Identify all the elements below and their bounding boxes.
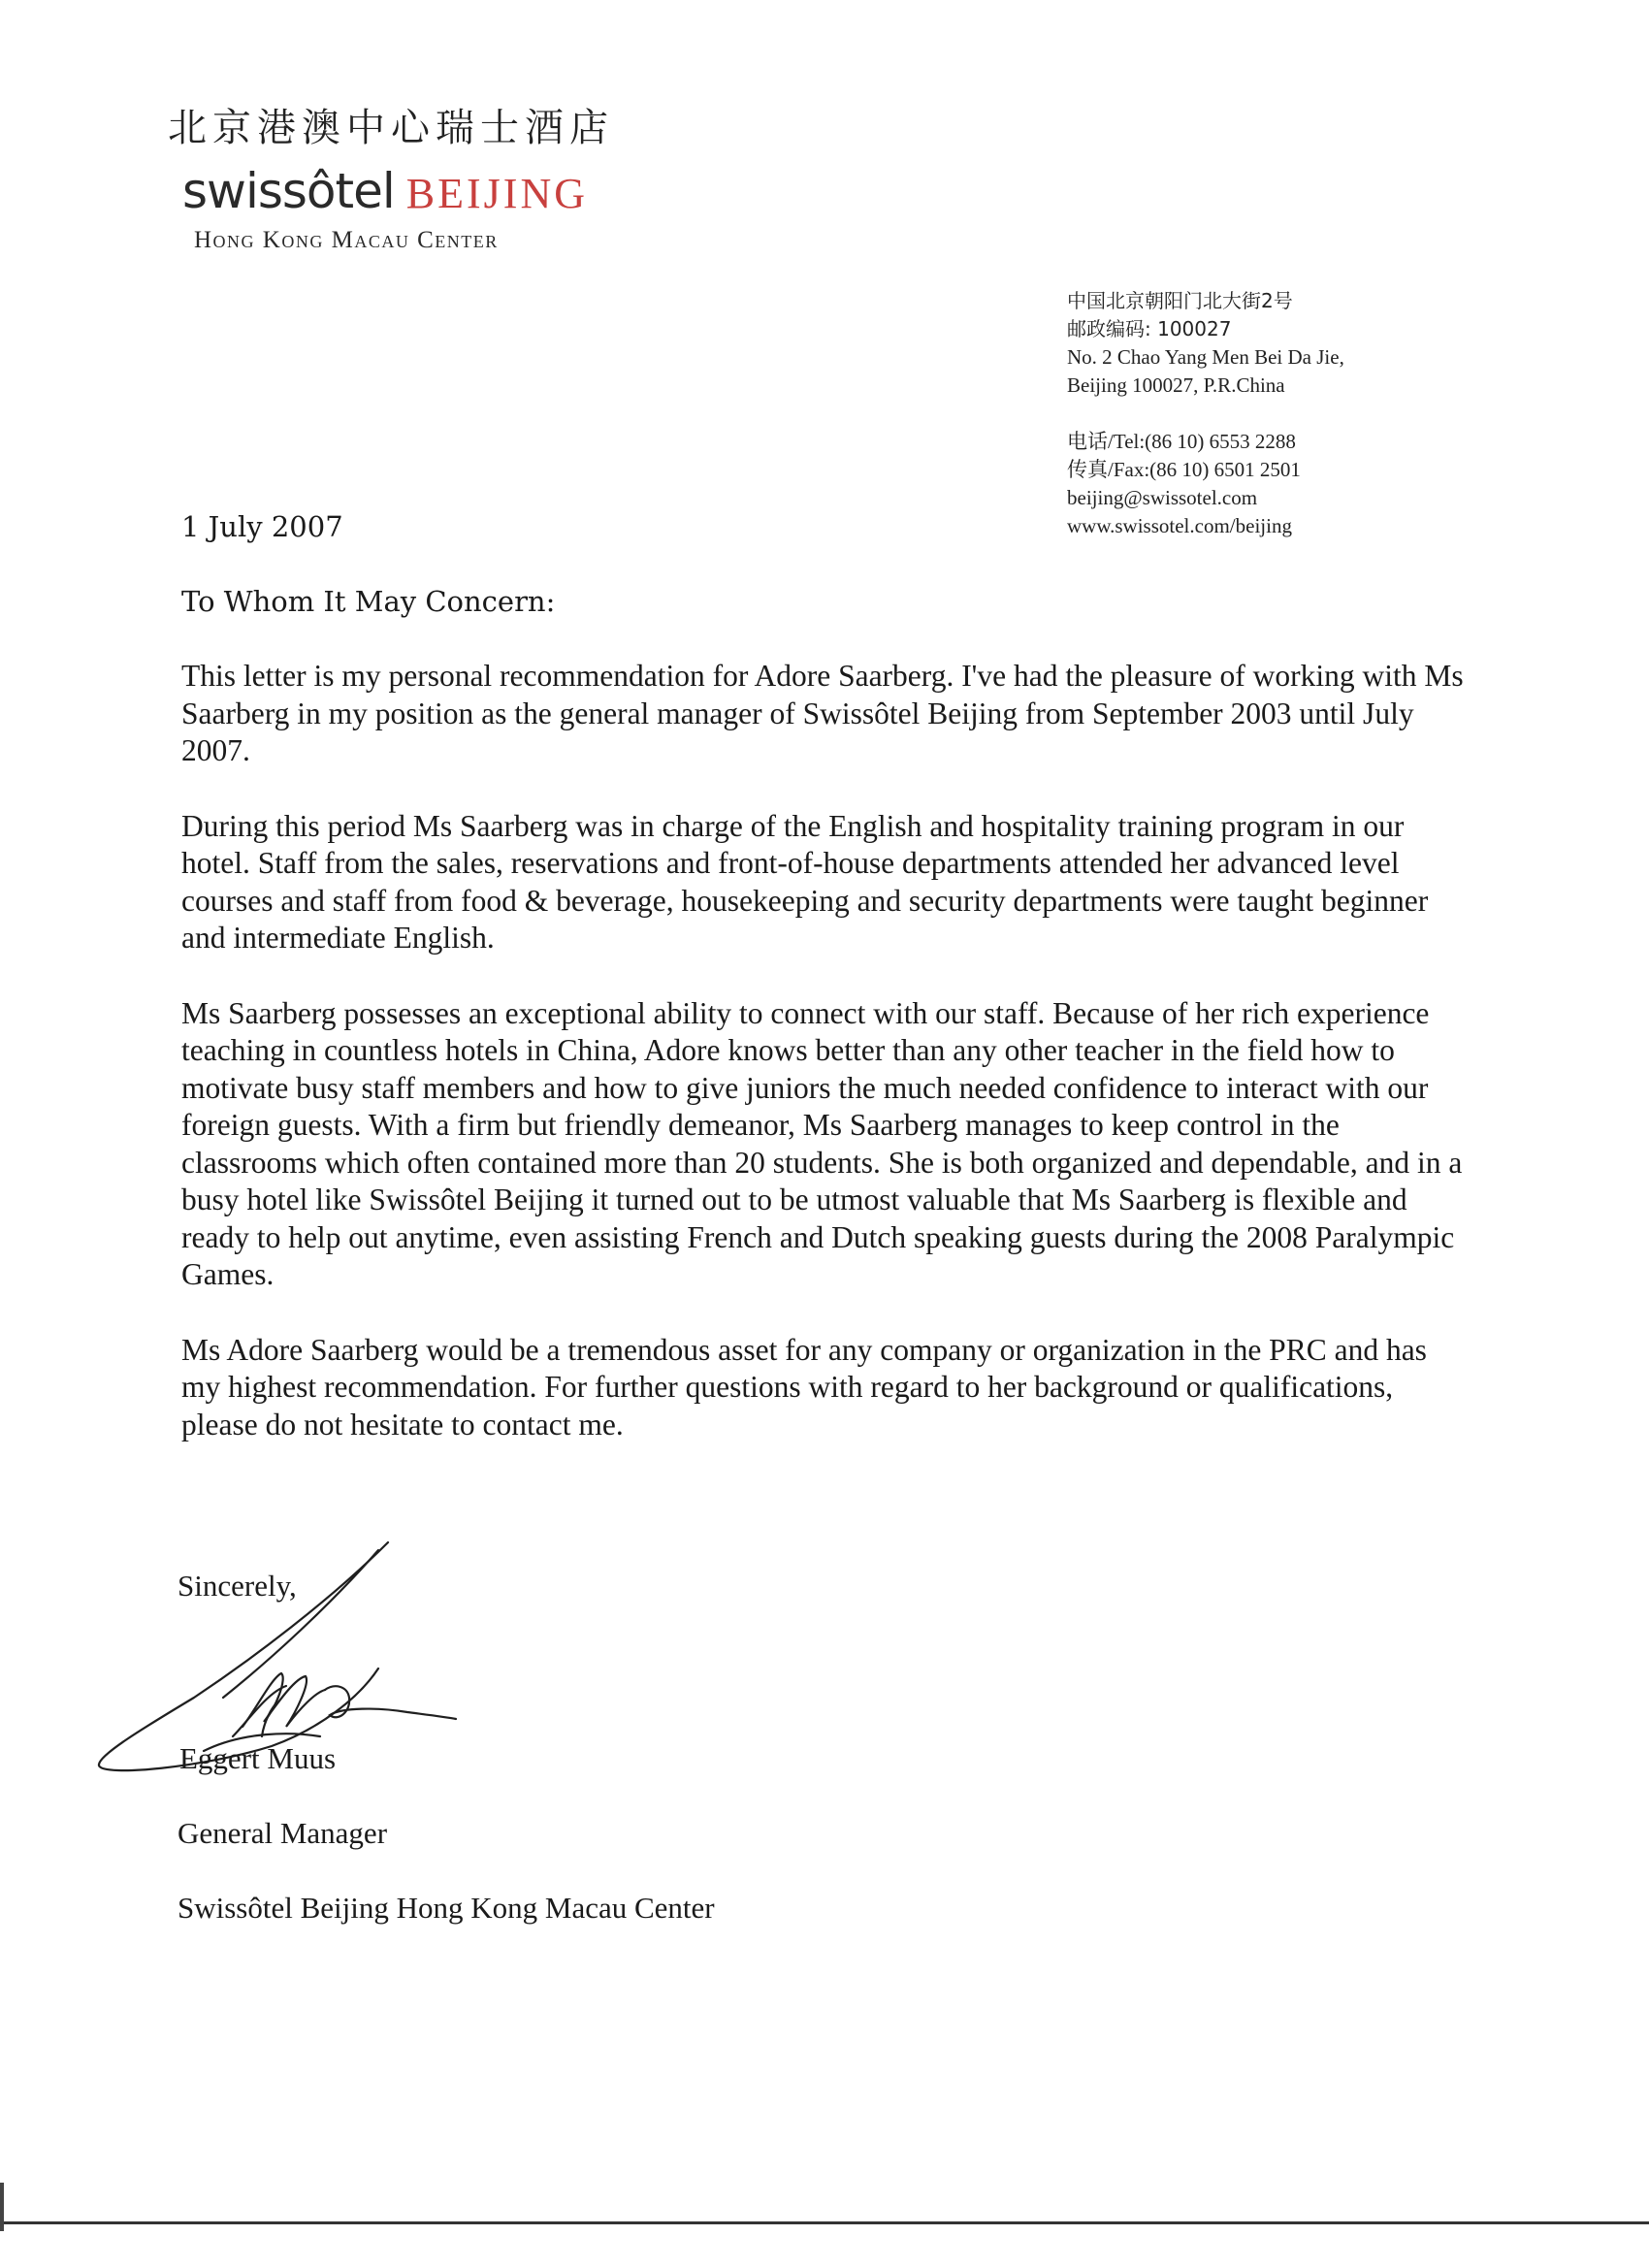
scan-edge-line [0,2221,1649,2224]
salutation: To Whom It May Concern: [181,585,556,618]
website-url: www.swissotel.com/beijing [1067,514,1292,537]
hotel-subtitle: Hong Kong Macau Center [194,227,499,253]
scan-corner-mark [0,2183,4,2231]
fax-number: 传真/Fax:(86 10) 6501 2501 [1067,458,1301,481]
paragraph-4: Ms Adore Saarberg would be a tremendous asset for any company or organization in the PRC and has my highest recommendation. For further questions with regard to her background or qualifications, please do not hesitate to contact me. [181,1332,1427,1442]
address-line-1: No. 2 Chao Yang Men Bei Da Jie, [1067,345,1344,369]
paragraph-1: This letter is my personal recommendation for Adore Saarberg. I've had the pleasure of working with Ms Saarberg in my position as the general manager of Swissôtel Beijing from September 2003 until July 2007. [181,659,1464,767]
address-cn-line-2: 邮政编码: 100027 [1067,317,1232,340]
signer-organization: Swissôtel Beijing Hong Kong Macau Center [178,1891,715,1925]
brand-wordmark: swissôtel [182,163,395,219]
hotel-logo [182,163,588,219]
hotel-chinese-name: 北京港澳中心瑞士酒店 [168,106,614,150]
letter-body [181,658,1471,1481]
signer-name: Eggert Muus [179,1741,337,1775]
letter-date: 1 July 2007 [181,510,343,543]
brand-city: BEIJING [405,170,588,217]
paragraph-2: During this period Ms Saarberg was in charge of the English and hospitality training program in our hotel. Staff from the sales, reservations and front-of-house departments attended her advanced level courses and staff from food & beverage, housekeeping and security departments were taught beginner and intermediate English. [181,808,1429,955]
closing: Sincerely, [178,1569,297,1603]
address-line-2: Beijing 100027, P.R.China [1067,373,1285,397]
signer-title: General Manager [178,1816,388,1850]
paragraph-3: Ms Saarberg possesses an exceptional ability to connect with our staff. Because of her rich experience teaching in countless hotels in China, Adore knows better than any other teacher in the field how to motivate busy staff members and how to give juniors the much needed confidence to interact with our foreign guests. With a firm but friendly demeanor, Ms Saarberg manages to keep control in the classrooms which often contained more than 20 students. She is both organized and dependable, and in a busy hotel like Swissôtel Beijing it turned out to be utmost valuable that Ms Saarberg is flexible and ready to help out anytime, even assisting French and Dutch speaking guests during the 2008 Paralympic Games. [181,995,1463,1291]
phone-number: 电话/Tel:(86 10) 6553 2288 [1067,430,1296,453]
address-block [1067,287,1513,540]
email-address: beijing@swissotel.com [1067,486,1258,509]
address-cn-line-1: 中国北京朝阳门北大街2号 [1067,289,1293,312]
